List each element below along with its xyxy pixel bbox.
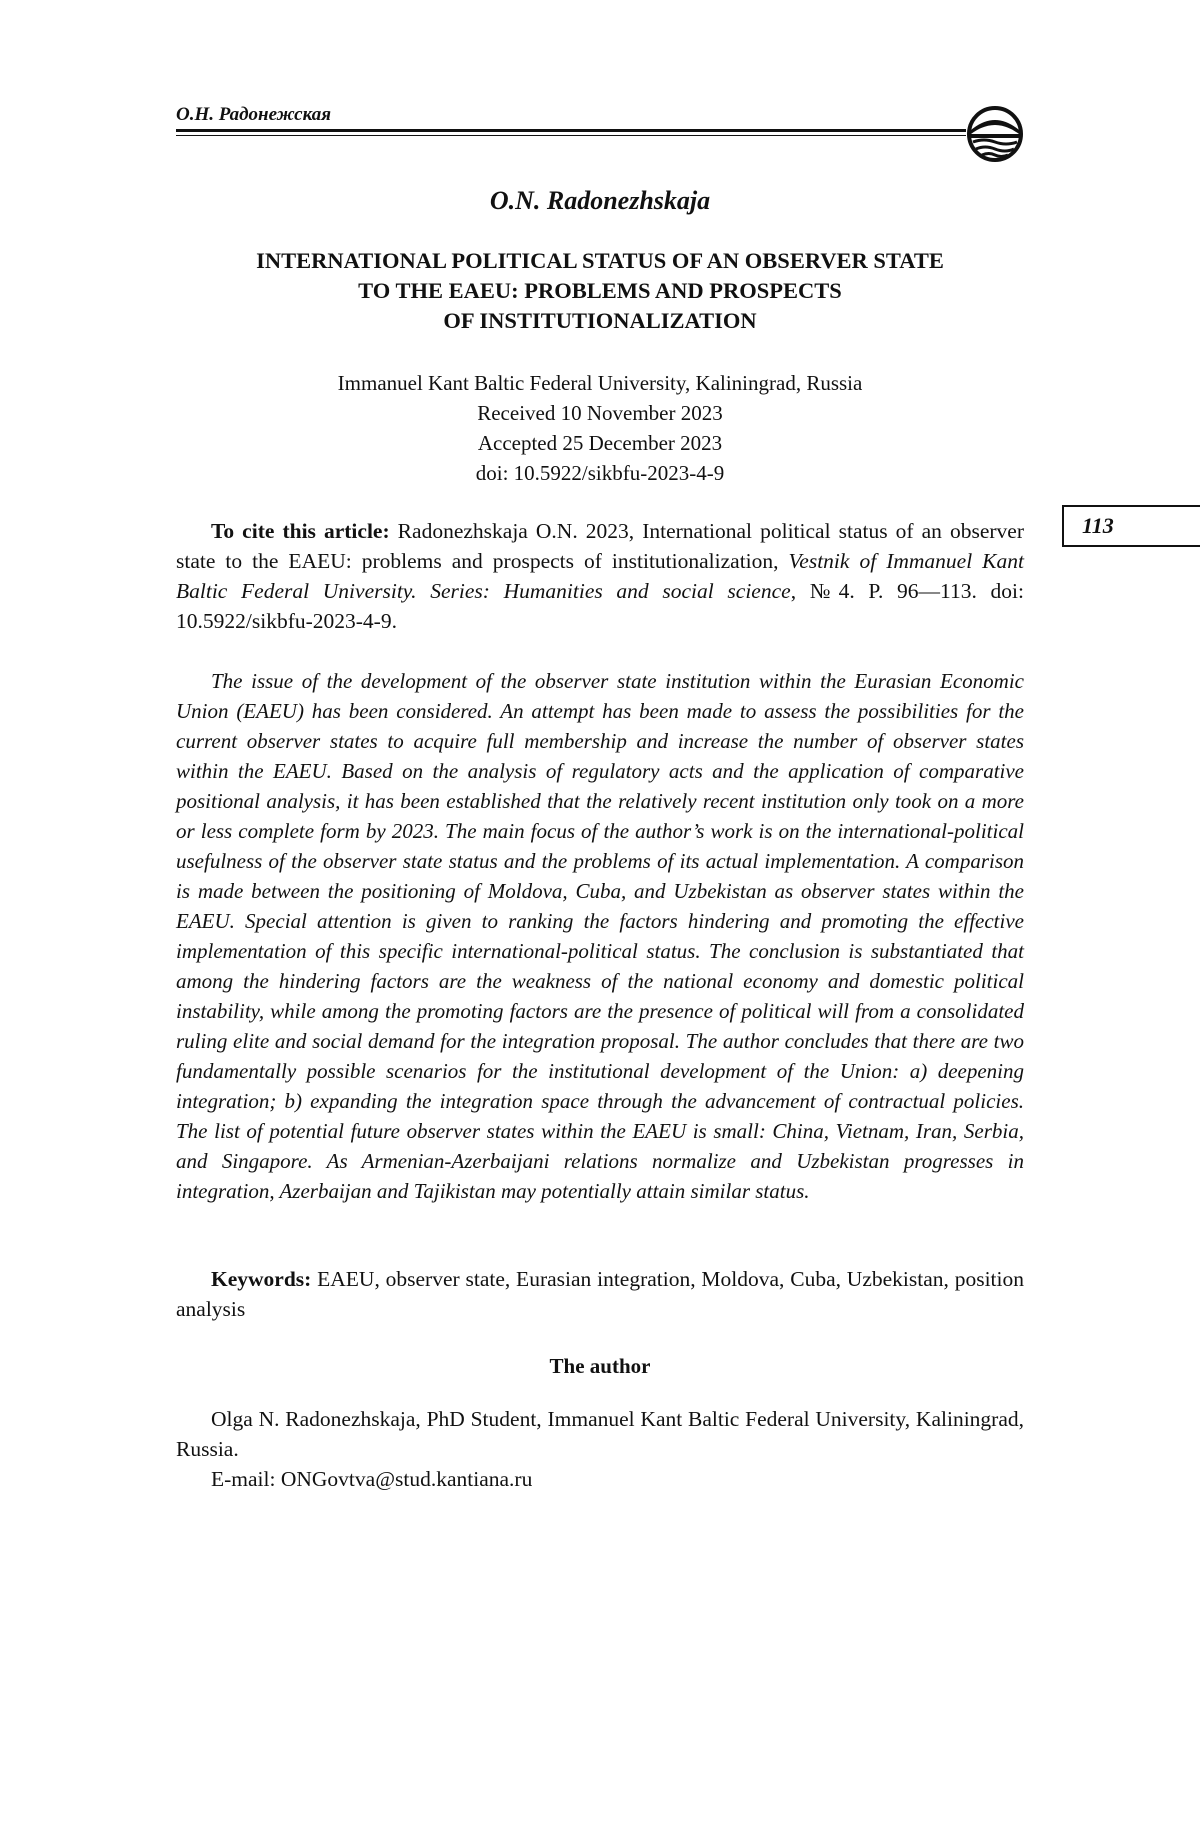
- doi: doi: 10.5922/sikbfu-2023-4-9: [475, 461, 725, 485]
- title-line: OF INSTITUTIONALIZATION: [443, 308, 757, 333]
- keywords-text: EAEU, observer state, Eurasian integration, Moldova, Cuba, Uzbekistan, position analysis: [176, 1267, 1024, 1321]
- article-meta: [0, 368, 1200, 488]
- citation: [176, 516, 1024, 636]
- abstract: The issue of the development of the observer state institution within the Eurasian Economic Union (EAEU) has been considered. An attempt has been made to assess the possibilities for the current observer states to acquire full membership and increase the number of observer states within the EAEU. Based on the analysis of regulatory acts and the application of comparative positional analysis, it has been established that the relatively recent institution only took on a more or less complete form by 2023. The main focus of the author’s work is on the international-political usefulness of the observer state status and the problems of its actual implementation. A comparison is made between the positioning of Moldova, Cuba, and Uzbekistan as observer states within the EAEU. Special attention is given to ranking the factors hindering and promoting the effective implementation of this specific international-political status. The conclusion is substantiated that among the hindering factors are the weakness of the national economy and domestic political instability, while among the promoting factors are the presence of political will from a consolidated ruling elite and social demand for the integration proposal. The author concludes that there are two fundamentally possible scenarios for the institutional development of the Union: a) deepening integration; b) expanding the integration space through the advancement of contractual policies. The list of potential future observer states within the EAEU is small: China, Vietnam, Iran, Serbia, and Singapore. As Armenian-Azerbaijani relations normalize and Uzbekistan progresses in integration, Azerbaijan and Tajikistan may potentially attain similar status.: [176, 669, 1024, 1203]
- running-head: О.Н. Радонежская: [176, 104, 332, 125]
- affiliation: Immanuel Kant Baltic Federal University, Kaliningrad, Russia: [337, 371, 863, 395]
- header-rule-thick: [176, 129, 966, 132]
- citation-journal: Vestnik of Immanuel Kant Baltic Federal University. Series: Humanities and social science: [176, 549, 1024, 603]
- title-line: TO THE EAEU: PROBLEMS AND PROSPECTS: [358, 278, 842, 303]
- keywords: [176, 1264, 1024, 1324]
- author-heading: The author: [549, 1354, 651, 1378]
- page-number: 113: [1082, 513, 1114, 538]
- author-bio: Olga N. Radonezhskaja, PhD Student, Immanuel Kant Baltic Federal University, Kaliningrad, Russia.: [176, 1407, 1024, 1461]
- accepted-date: Accepted 25 December 2023: [477, 431, 723, 455]
- citation-text: Radonezhskaja O.N. 2023, International political status of an observer state to the EAEU: problems and prospects of institutionalization,: [176, 519, 1024, 573]
- citation-tail: , №4. P. 96—113. doi: 10.5922/sikbfu-2023-4-9.: [176, 579, 1024, 633]
- author-email: E-mail: ONGovtva@stud.kantiana.ru: [211, 1467, 533, 1491]
- article-title: [176, 246, 1024, 336]
- keywords-label: Keywords:: [211, 1267, 312, 1291]
- author-info: [176, 1404, 1024, 1494]
- journal-logo-icon: [964, 104, 1026, 164]
- title-line: INTERNATIONAL POLITICAL STATUS OF AN OBSERVER STATE: [256, 248, 944, 273]
- received-date: Received 10 November 2023: [477, 401, 723, 425]
- citation-label: To cite this article:: [211, 519, 390, 543]
- author-name: O.N. Radonezhskaja: [489, 186, 711, 215]
- header-rule-thin: [176, 135, 966, 136]
- page-number-box: [1062, 505, 1200, 547]
